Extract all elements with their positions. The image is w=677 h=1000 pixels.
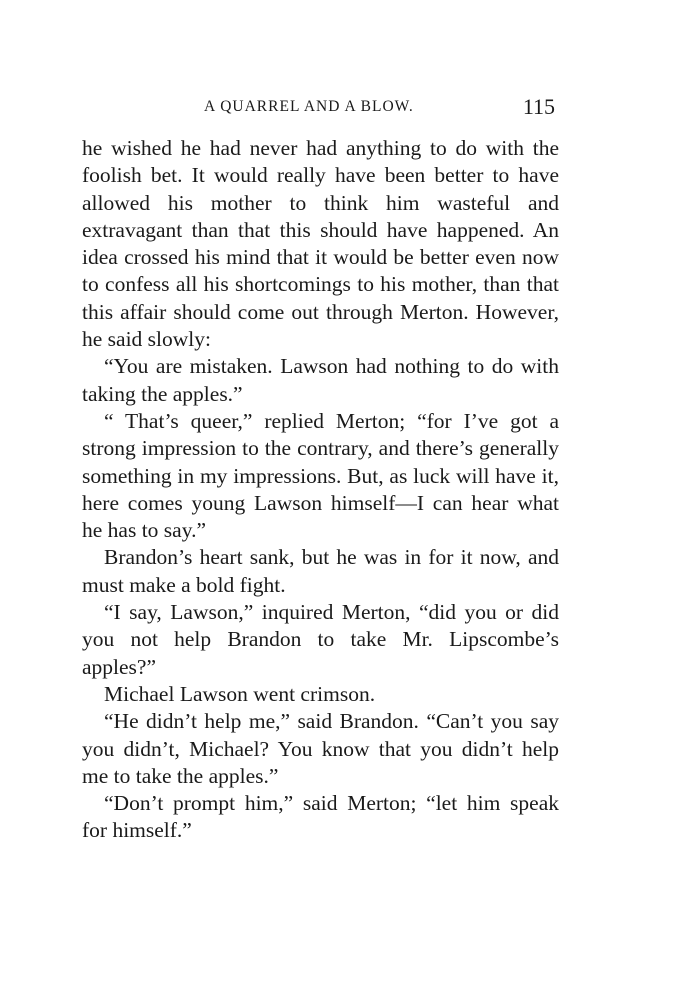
running-head: A QUARREL AND A BLOW. <box>204 98 414 115</box>
paragraph-3: “ That’s queer,” replied Merton; “for I’ve got a strong impression to the contrary, and there’s generally something in my impressions. But, as luck will have it, here comes young Lawson himself—I can hear what he has to say.” <box>82 408 559 543</box>
paragraph-1: he wished he had never had anything to do with the foolish bet. It would really have been better to have allowed his mother to think him wasteful and extravagant than that this should have happened. An idea crossed his mind that it would be better even now to confess all his shortcomings to his mother, than that this affair should come out through Merton. However, he said slowly: <box>82 136 559 352</box>
paragraph-2: “You are mistaken. Lawson had nothing to do with taking the apples.” <box>82 354 559 406</box>
page-number: 115 <box>522 94 555 119</box>
page-header <box>82 94 559 122</box>
paragraph-7: “He didn’t help me,” said Brandon. “Can’t you say you didn’t, Michael? You know that you didn’t help me to take the apples.” <box>82 709 559 788</box>
paragraph-6: Michael Lawson went crimson. <box>104 681 376 706</box>
paragraph-5: “I say, Lawson,” inquired Merton, “did you or did you not help Brandon to take Mr. Lipscombe’s apples?” <box>82 600 559 679</box>
paragraph-4: Brandon’s heart sank, but he was in for it now, and must make a bold fight. <box>82 545 559 597</box>
body-text <box>82 135 559 845</box>
paragraph-8: “Don’t prompt him,” said Merton; “let him speak for himself.” <box>82 791 559 843</box>
